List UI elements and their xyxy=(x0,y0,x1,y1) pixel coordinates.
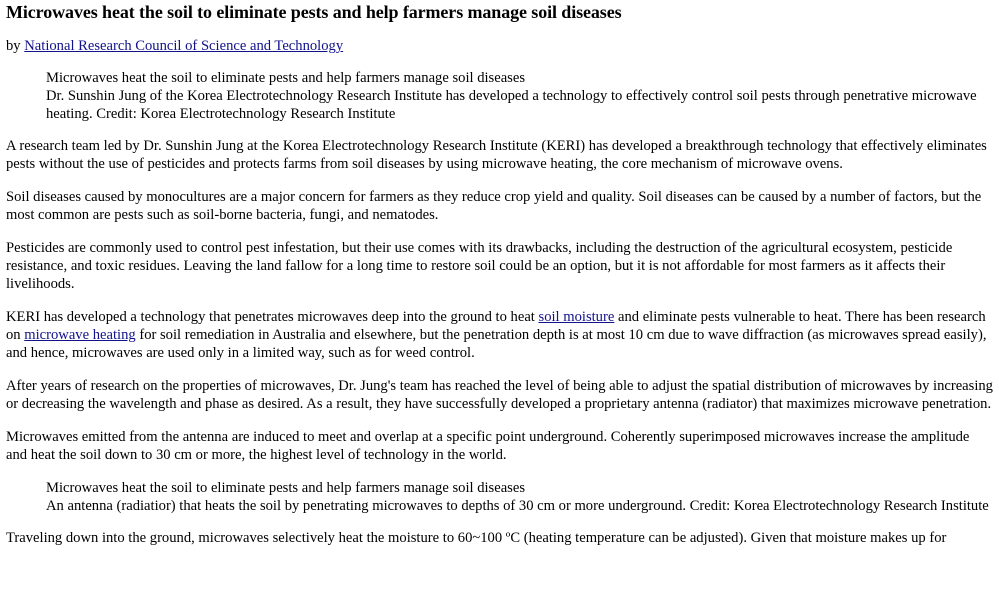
figure-caption xyxy=(46,479,993,515)
figure-caption xyxy=(46,69,993,123)
figure-caption-text: An antenna (radiatior) that heats the soil by penetrating microwaves to depths of 30 cm or more underground. Credit: Korea Electrotechnology Research Institute xyxy=(46,498,989,514)
paragraph: Traveling down into the ground, microwaves selectively heat the moisture to 60~100 ºC (heating temperature can be adjusted). Given that moisture makes up for xyxy=(6,530,947,546)
author-link[interactable]: National Research Council of Science and Technology xyxy=(24,38,344,54)
byline-prefix: by xyxy=(6,38,25,54)
paragraph: After years of research on the properties of microwaves, Dr. Jung's team has reached the level of being able to adjust the spatial distribution of microwaves by increasing or decreasing the wavelength and phase as desired. As a result, they have successfully developed a proprietary antenna (radiator) that maximizes microwave penetration. xyxy=(6,378,993,412)
article-title: Microwaves heat the soil to eliminate pests and help farmers manage soil diseases xyxy=(6,2,622,22)
soil-moisture-link[interactable]: soil moisture xyxy=(538,309,615,325)
byline xyxy=(6,37,993,55)
paragraph xyxy=(6,308,993,362)
paragraph: A research team led by Dr. Sunshin Jung at the Korea Electrotechnology Research Institute (KERI) has developed a breakthrough technology that effectively eliminates pests without the use of pesticides and protects farms from soil diseases by using microwave heating, the core mechanism of microwave ovens. xyxy=(6,138,987,172)
figure-caption-text: Dr. Sunshin Jung of the Korea Electrotechnology Research Institute has developed a technology to effectively control soil pests through penetrative microwave heating. Credit: Korea Electrotechnology Research Institute xyxy=(46,88,977,122)
paragraph: Soil diseases caused by monocultures are a major concern for farmers as they reduce crop yield and quality. Soil diseases can be caused by a number of factors, but the most common are pests such as soil-borne bacteria, fungi, and nematodes. xyxy=(6,189,982,223)
figure-caption-title: Microwaves heat the soil to eliminate pests and help farmers manage soil diseases xyxy=(46,480,526,496)
paragraph-text: and eliminate pests vulnerable to heat. There has been research on xyxy=(6,309,986,343)
paragraph: Microwaves emitted from the antenna are induced to meet and overlap at a specific point underground. Coherently superimposed microwaves increase the amplitude and heat the soil down to 30 cm or more, the highest level of technology in the world. xyxy=(6,429,970,463)
paragraph: Pesticides are commonly used to control pest infestation, but their use comes with its drawbacks, including the destruction of the agricultural ecosystem, pesticide resistance, and toxic residues. Leaving the land fallow for a long time to restore soil could be an option, but it is not affordable for most farmers as it affects their livelihoods. xyxy=(6,240,953,292)
paragraph-text: KERI has developed a technology that penetrates microwaves deep into the ground to heat xyxy=(6,309,539,325)
figure-caption-title: Microwaves heat the soil to eliminate pests and help farmers manage soil diseases xyxy=(46,70,526,86)
paragraph-text: for soil remediation in Australia and elsewhere, but the penetration depth is at most 10 cm due to wave diffraction (as microwaves spread easily), and hence, microwaves are used only in a limited way, such as for weed control. xyxy=(6,327,987,361)
microwave-heating-link[interactable]: microwave heating xyxy=(24,327,136,343)
